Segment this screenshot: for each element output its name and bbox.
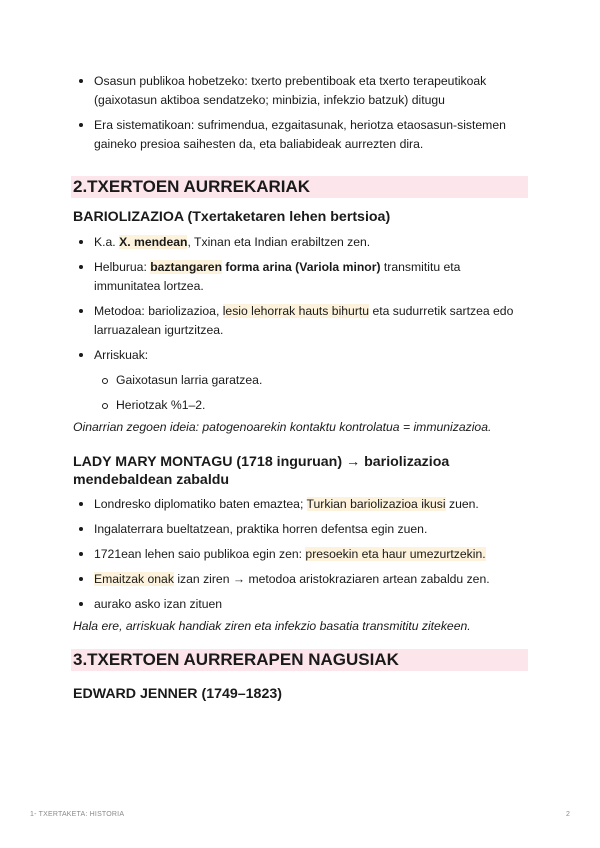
list-item: Arriskuak: [73,346,528,365]
variolation-list [73,233,528,415]
section-heading-3: 3.TXERTOEN AURRERAPEN NAGUSIAK [71,649,528,671]
list-item: aurako asko izan zituen [73,595,528,614]
list-item: Emaitzak onak izan ziren → metodoa aristokraziaren artean zabaldu zen. [73,570,528,589]
list-item: Londresko diplomatiko baten emaztea; Turkian bariolizazioa ikusi zuen. [73,495,528,514]
sub-list-item: Heriotzak %1–2. [73,396,528,415]
list-item: 1721ean lehen saio publikoa egin zen: presoekin eta haur umezurtzekin. [73,545,528,564]
document-body [73,72,528,703]
subheading-montagu: LADY MARY MONTAGU (1718 inguruan) → bariolizazioa mendebaldean zabaldu [73,454,450,488]
list-item: K.a. X. mendean, Txinan eta Indian erabiltzen zen. [73,233,528,252]
page-number: 2 [566,811,570,818]
list-item: Ingalaterrara bueltatzean, praktika horren defentsa egin zuen. [73,520,528,539]
list-item: Helburua: baztangaren forma arina (Variola minor) transmititu eta immunitatea lortzea. [73,258,528,296]
subheading-variolation: BARIOLIZAZIOA (Txertaketaren lehen bertsioa) [73,209,391,225]
subheading-jenner: EDWARD JENNER (1749–1823) [73,686,282,702]
note-variolation: Oinarrian zegoen ideia: patogenoarekin kontaktu kontrolatua = immunizazioa. [73,420,492,434]
list-item: Era sistematikoan: sufrimendua, ezgaitasunak, heriotza etaosasun-sistemen gaineko presioa saihesten da, eta baliabideak aurrezten dira. [73,116,528,154]
section-heading-2: 2.TXERTOEN AURREKARIAK [71,176,528,198]
list-item: Osasun publikoa hobetzeko: txerto prebentiboak eta txerto terapeutikoak (gaixotasun aktiboa sendatzeko; minbizia, infekzio batzuk) ditugu [73,72,528,110]
sub-list-item: Gaixotasun larria garatzea. [73,371,528,390]
note-montagu: Hala ere, arriskuak handiak ziren eta infekzio basatia transmititu zitekeen. [73,619,471,633]
intro-list [73,72,528,154]
footer-title: 1- TXERTAKETA: HISTORIA [30,811,125,818]
montagu-list [73,495,528,614]
list-item: Metodoa: bariolizazioa, lesio lehorrak hauts bihurtu eta sudurretik sartzea edo larruazalean igurtzitzea. [73,302,528,340]
